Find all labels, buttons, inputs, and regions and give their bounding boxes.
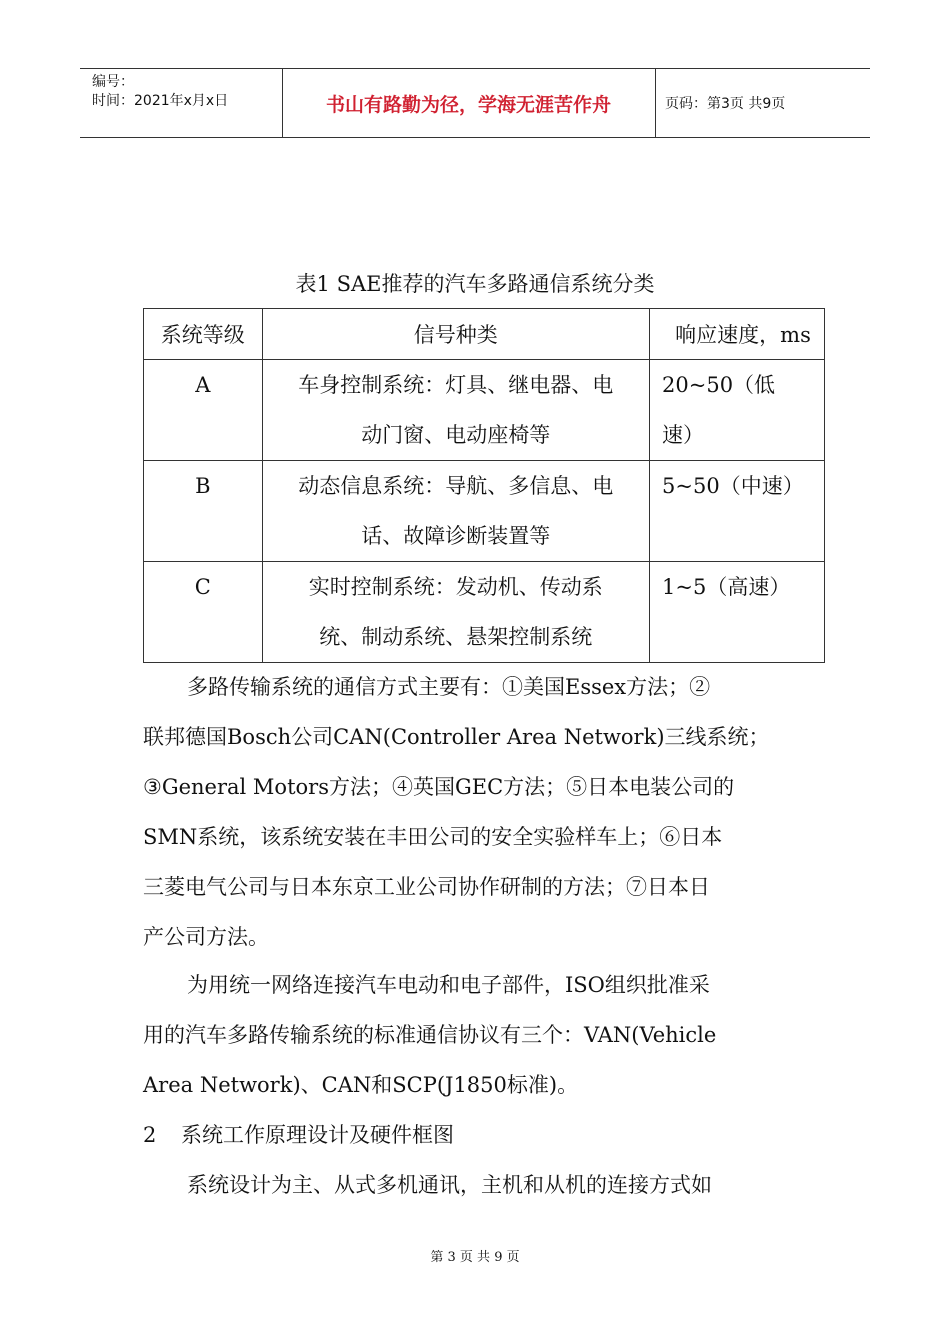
section-number: 2 [143, 1123, 157, 1147]
speed-line: 20~50（低 [662, 373, 776, 397]
header-meta [92, 73, 228, 111]
text-line: Area Network)、CAN和SCP(J1850标准)。 [143, 1073, 579, 1097]
signal-cell [262, 360, 649, 461]
speed-line: 速） [662, 423, 705, 447]
paragraph-iso-protocols [143, 960, 811, 1110]
text-line: ③General Motors方法；④英国GEC方法；⑤日本电装公司的 [143, 775, 735, 799]
section-title: 系统工作原理设计及硬件框图 [181, 1123, 454, 1147]
text-line: 产公司方法。 [143, 925, 269, 949]
text-line: SMN系统，该系统安装在丰田公司的安全实验样车上；⑥日本 [143, 825, 723, 849]
text-line: 多路传输系统的通信方式主要有：①美国Essex方法；② [187, 675, 711, 699]
speed-line: 1~5（高速） [662, 575, 791, 599]
table-header-row [144, 309, 825, 360]
number-label: 编号： [92, 74, 134, 90]
section-heading [143, 1110, 454, 1160]
speed-cell [650, 360, 825, 461]
column-header-level: 系统等级 [144, 309, 263, 360]
level-cell: B [144, 461, 263, 562]
column-header-speed: 响应速度，ms [650, 309, 825, 360]
paragraph-communication-methods [143, 662, 811, 962]
text-line: 为用统一网络连接汽车电动和电子部件，ISO组织批准采 [187, 973, 710, 997]
signal-line: 统、制动系统、悬架控制系统 [319, 625, 593, 649]
table-row [144, 360, 825, 461]
signal-line: 动态信息系统：导航、多信息、电 [298, 474, 614, 498]
header-motto: 书山有路勤为径，学海无涯苦作舟 [325, 93, 611, 116]
classification-table [143, 308, 825, 663]
table-row [144, 461, 825, 562]
level-cell: C [144, 562, 263, 663]
signal-line: 话、故障诊断装置等 [361, 524, 551, 548]
table-row [144, 562, 825, 663]
text-line: 三菱电气公司与日本东京工业公司协作研制的方法；⑦日本日 [143, 875, 710, 899]
speed-cell [650, 562, 825, 663]
header-divider [655, 69, 656, 137]
page-header [80, 68, 870, 138]
signal-cell [262, 461, 649, 562]
signal-line: 车身控制系统：灯具、继电器、电 [298, 373, 614, 397]
signal-cell [262, 562, 649, 663]
speed-cell [650, 461, 825, 562]
page-footer: 第 3 页 共 9 页 [430, 1250, 520, 1265]
time-label: 时间：2021年x月x日 [92, 93, 229, 109]
text-line: 系统设计为主、从式多机通讯，主机和从机的连接方式如 [187, 1173, 712, 1197]
table-caption: 表1 SAE推荐的汽车多路通信系统分类 [295, 272, 655, 296]
speed-line: 5~50（中速） [662, 474, 804, 498]
signal-line: 动门窗、电动座椅等 [361, 423, 551, 447]
text-line: 联邦德国Bosch公司CAN(Controller Area Network)三线系统； [143, 725, 770, 749]
paragraph-system-design [143, 1160, 811, 1210]
text-line: 用的汽车多路传输系统的标准通信协议有三个：VAN(Vehicle [143, 1023, 717, 1047]
signal-line: 实时控制系统：发动机、传动系 [308, 575, 603, 599]
header-page-info: 页码：第3页 共9页 [665, 96, 786, 112]
level-cell: A [144, 360, 263, 461]
column-header-signal: 信号种类 [262, 309, 649, 360]
